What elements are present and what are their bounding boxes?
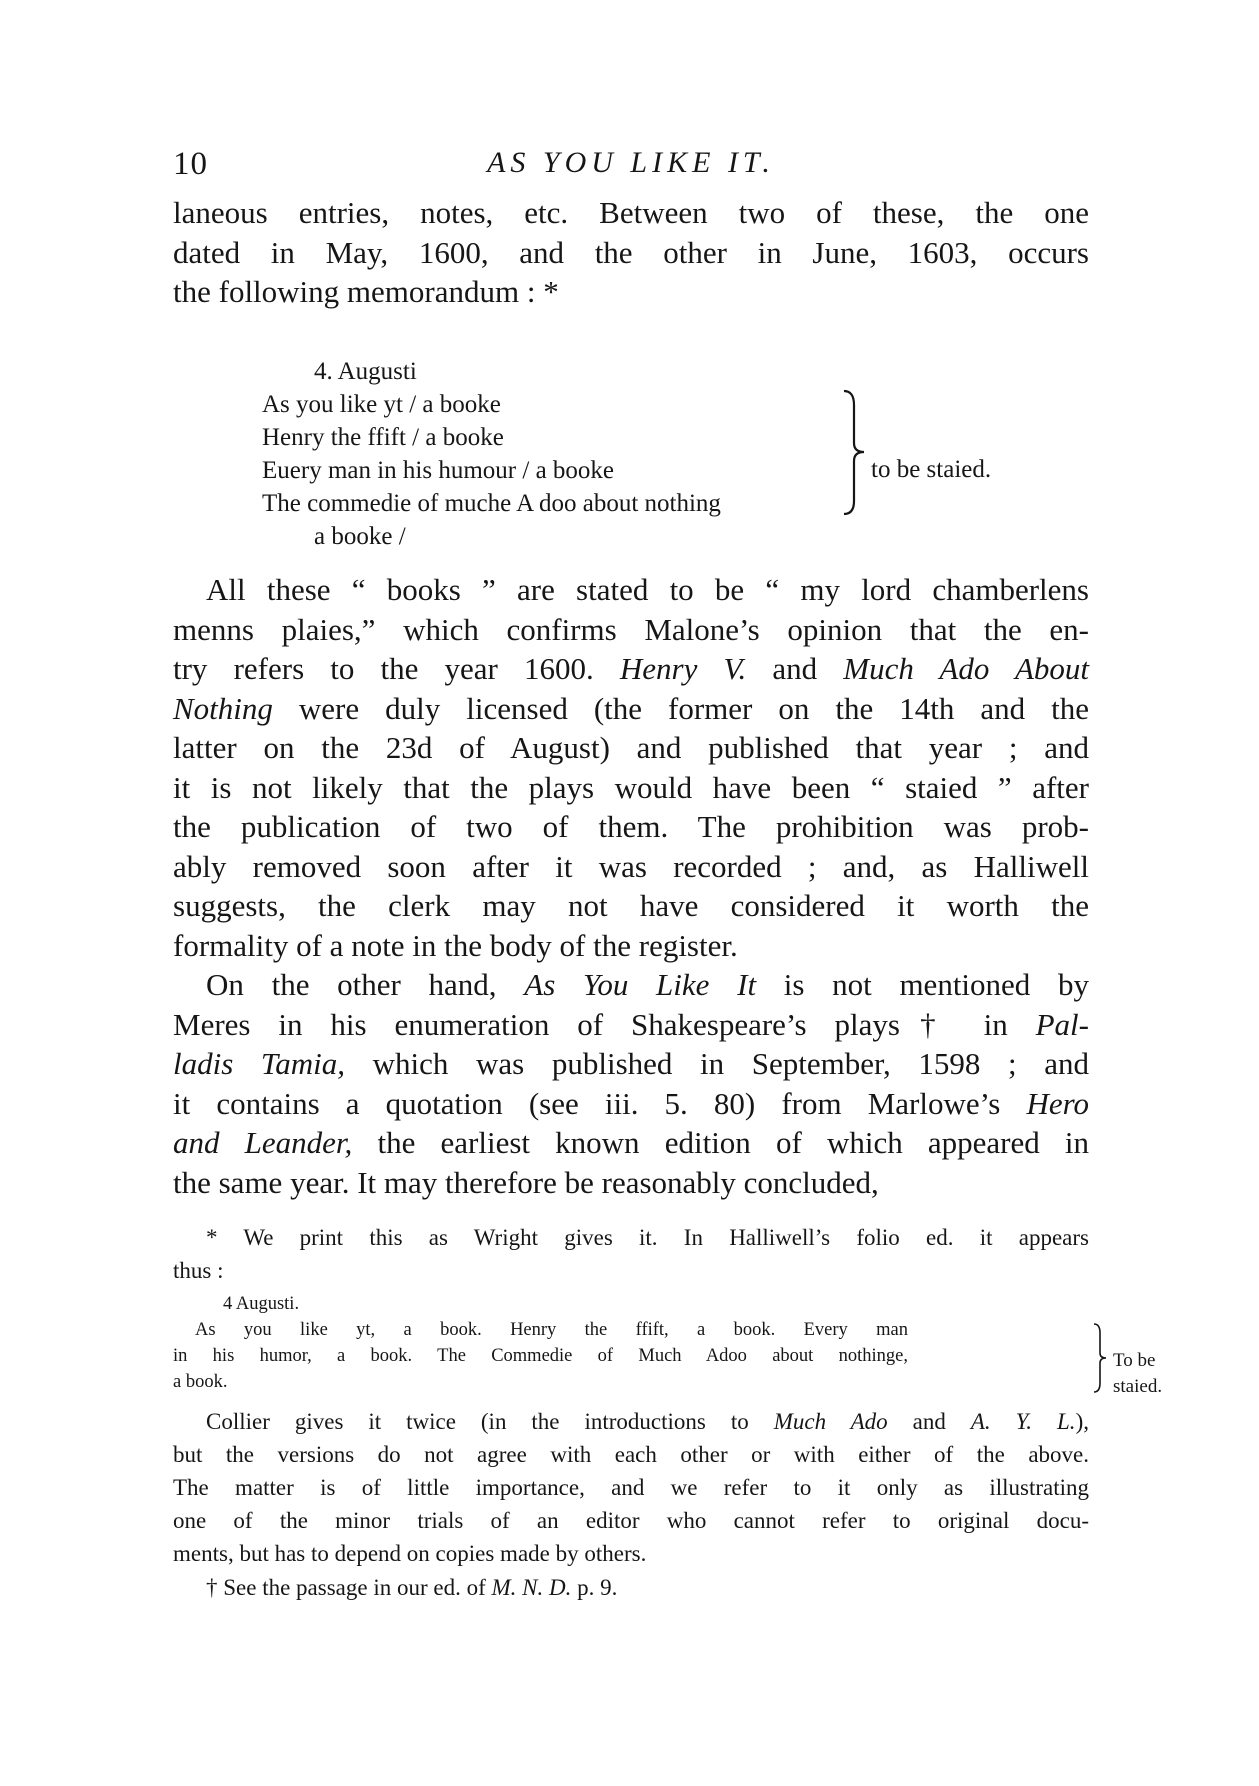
footnote-memo-note: To be staied.: [1113, 1350, 1163, 1397]
text-line: suggests, the clerk may not have considered it worth the: [173, 888, 1089, 923]
text-line: and Leander, the earliest known edition of which appeared in: [173, 1125, 1090, 1160]
text-line: ladis Tamia, which was published in September, 1598 ; and: [173, 1046, 1089, 1081]
memorandum-line: The commedie of muche A doo about nothing: [262, 490, 721, 517]
text-line: Meres in his enumeration of Shakespeare’s plays† in Pal-: [173, 1006, 1089, 1042]
text-line: ably removed soon after it was recorded ; and, as Halliwell: [173, 848, 1089, 884]
memorandum-line: Henry the ffift / a booke: [262, 424, 504, 451]
right-brace-icon: [840, 387, 866, 517]
text-line: dated in May, 1600, and the other in June, 1603, occurs: [173, 234, 1089, 270]
text-line: All these “ books ” are stated to be “ my lord chamberlens: [206, 572, 1089, 607]
text-line: the following memorandum : *: [173, 274, 559, 309]
text-line: laneous entries, notes, etc. Between two of these, the one: [173, 195, 1089, 230]
footnote-memo-line: As you like yt, a book. Henry the ffift, a book. Every man: [195, 1320, 908, 1340]
right-brace-icon: [1091, 1321, 1107, 1395]
text-line: menns plaies,” which confirms Malone’s opinion that the en-: [173, 611, 1089, 647]
text-line: † See the passage in our ed. of M. N. D. p. 9.: [206, 1575, 618, 1600]
italic-title: Much Ado About: [843, 651, 1089, 686]
memorandum-quote: [262, 355, 1062, 553]
italic-title: M. N. D.: [491, 1575, 572, 1600]
text-line: try refers to the year 1600. Henry V. and Much Ado About: [173, 651, 1089, 686]
text-line: one of the minor trials of an editor who cannot refer to original docu-: [173, 1508, 1089, 1533]
footnote-line: thus :: [173, 1258, 224, 1283]
text-line: formality of a note in the body of the register.: [173, 927, 738, 963]
footnote-memo-line: a book.: [173, 1372, 228, 1392]
italic-title: Hero: [1026, 1085, 1089, 1121]
paragraph-books: [173, 570, 1089, 965]
footnote-line: * We print this as Wright gives it. In Halliwell’s folio ed. it appears: [206, 1225, 1089, 1250]
italic-title: Nothing: [173, 690, 273, 726]
text-line: ments, but has to depend on copies made by others.: [173, 1541, 647, 1566]
footnote-memo-date: 4 Augusti.: [223, 1294, 300, 1314]
memorandum-line: Euery man in his humour / a booke: [262, 457, 615, 484]
text-line: latter on the 23d of August) and published that year ; and: [173, 730, 1089, 765]
text-line: The matter is of little importance, and we refer to it only as illustrating: [173, 1475, 1089, 1500]
footnote-asterisk: [173, 1221, 1089, 1287]
footnote-dagger: [173, 1571, 1089, 1604]
text-line: Collier gives it twice (in the introductions to Much Ado and A. Y. L.),: [206, 1409, 1089, 1434]
italic-title: Pal-: [1035, 1006, 1089, 1042]
text-line: the same year. It may therefore be reasonably concluded,: [173, 1164, 879, 1200]
footnote-memorandum: [173, 1291, 1163, 1397]
page-number: 10: [173, 146, 208, 182]
italic-title: and Leander,: [173, 1125, 353, 1160]
memorandum-line: a booke /: [314, 523, 406, 550]
footnote-memo-line: in his humor, a book. The Commedie of Much Adoo about nothinge,: [173, 1346, 908, 1366]
italic-title: Much Ado: [773, 1409, 888, 1434]
italic-title: As You Like It: [524, 967, 757, 1002]
text-line: it is not likely that the plays would have been “ staied ” after: [173, 769, 1089, 805]
text-line: it contains a quotation (see iii. 5. 80) from Marlowe’s Hero: [173, 1085, 1089, 1121]
memorandum-line: As you like yt / a booke: [262, 391, 501, 418]
footnote-collier: [173, 1405, 1089, 1570]
text-line: Nothing were duly licensed (the former on the 14th and the: [173, 690, 1089, 726]
page-header: [173, 146, 1089, 190]
memorandum-note: to be staied.: [871, 456, 992, 483]
italic-title: Henry V.: [619, 651, 747, 686]
text-line: the publication of two of them. The prohibition was prob-: [173, 809, 1089, 844]
paragraph-other-hand: [173, 965, 1089, 1202]
italic-title: ladis Tamia,: [173, 1046, 346, 1081]
running-title: AS YOU LIKE IT.: [487, 146, 775, 179]
paragraph-continued: [173, 193, 1089, 312]
memorandum-date: 4. Augusti: [314, 358, 417, 385]
text-line: On the other hand, As You Like It is not mentioned by: [206, 967, 1089, 1002]
italic-title: A. Y. L.: [970, 1409, 1076, 1434]
text-line: but the versions do not agree with each other or with either of the above.: [173, 1442, 1089, 1467]
